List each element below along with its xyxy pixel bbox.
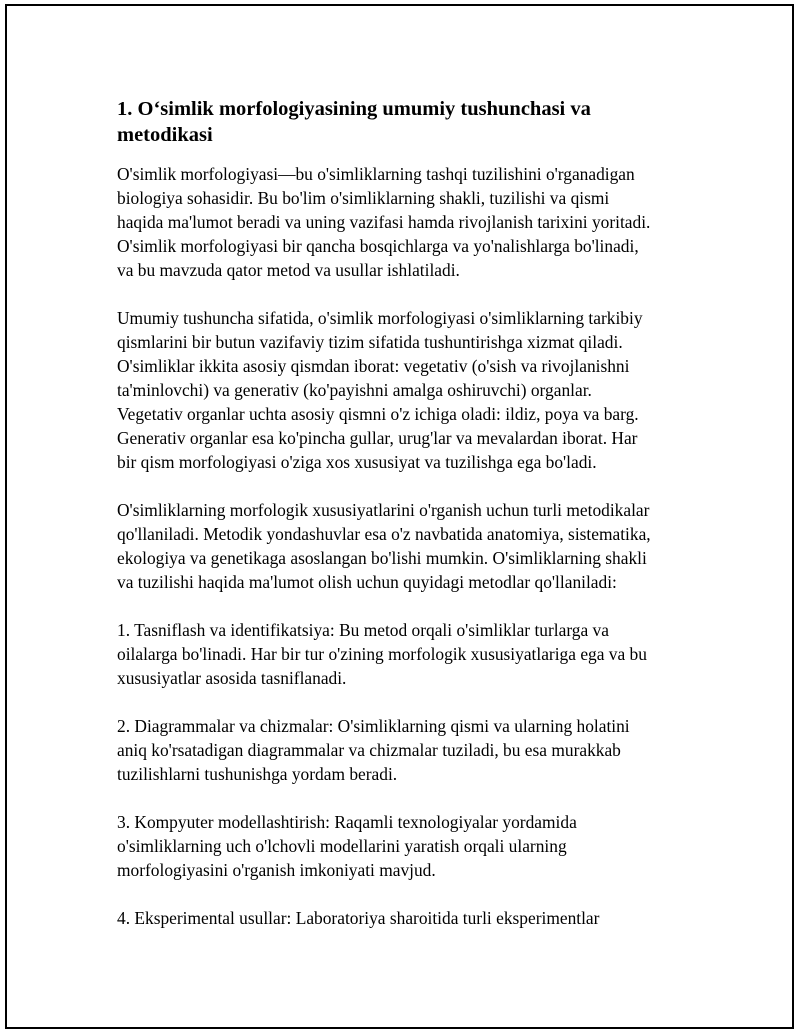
paragraph-definition: O'simlik morfologiyasi—bu o'simliklarning tashqi tuzilishini o'rganadigan biologiya sohasidir. Bu bo'lim o'simliklarning shakli, tuzilishi va qismi haqida ma'lumot beradi va uning vazifasi hamda rivojlanish tarixini yoritadi. O'simlik morfologiyasi bir qancha bosqichlarga va yo'nalishlarga bo'linadi, va bu mavzuda qator metod va usullar ishlatiladi. [117, 164, 651, 280]
paragraph-methods-intro: O'simliklarning morfologik xususiyatlarini o'rganish uchun turli metodikalar qo'llaniladi. Metodik yondashuvlar esa o'z navbatida anatomiya, sistematika, ekologiya va genetikaga asoslangan bo'lishi mumkin. O'simliklarning shakli va tuzilishi haqida ma'lumot olish uchun quyidagi metodlar qo'llaniladi: [117, 500, 651, 592]
section-heading: 1. O‘simlik morfologiyasining umumiy tushunchasi va metodikasi [117, 98, 591, 146]
paragraph-general-concept: Umumiy tushuncha sifatida, o'simlik morfologiyasi o'simliklarning tarkibiy qismlarini bir butun vazifaviy tizim sifatida tushuntirishga xizmat qiladi. O'simliklar ikkita asosiy qismdan iborat: vegetativ (o'sish va rivojlanishni ta'minlovchi) va generativ (ko'payishni amalga oshiruvchi) organlar. Vegetativ organlar uchta asosiy qismni o'z ichiga oladi: ildiz, poya va barg. Generativ organlar esa ko'pincha gullar, urug'lar va mevalardan iborat. Har bir qism morfologiyasi o'ziga xos xususiyat va tuzilishga ega bo'ladi. [117, 308, 643, 472]
list-item-experimental: 4. Eksperimental usullar: Laboratoriya sharoitida turli eksperimentlar [117, 908, 600, 928]
document-body [117, 96, 702, 954]
list-item-diagrams: 2. Diagrammalar va chizmalar: O'simliklarning qismi va ularning holatini aniq ko'rsatadigan diagrammalar va chizmalar tuziladi, bu esa murakkab tuzilishlarni tushunishga yordam beradi. [117, 716, 630, 784]
list-item-classification: 1. Tasniflash va identifikatsiya: Bu metod orqali o'simliklar turlarga va oilalarga bo'linadi. Har bir tur o'zining morfologik xususiyatlariga ega va bu xususiyatlar asosida tasniflanadi. [117, 620, 647, 688]
list-item-computer-modeling: 3. Kompyuter modellashtirish: Raqamli texnologiyalar yordamida o'simliklarning uch o'lchovli modellarini yaratish orqali ularning morfologiyasini o'rganish imkoniyati mavjud. [117, 812, 577, 880]
